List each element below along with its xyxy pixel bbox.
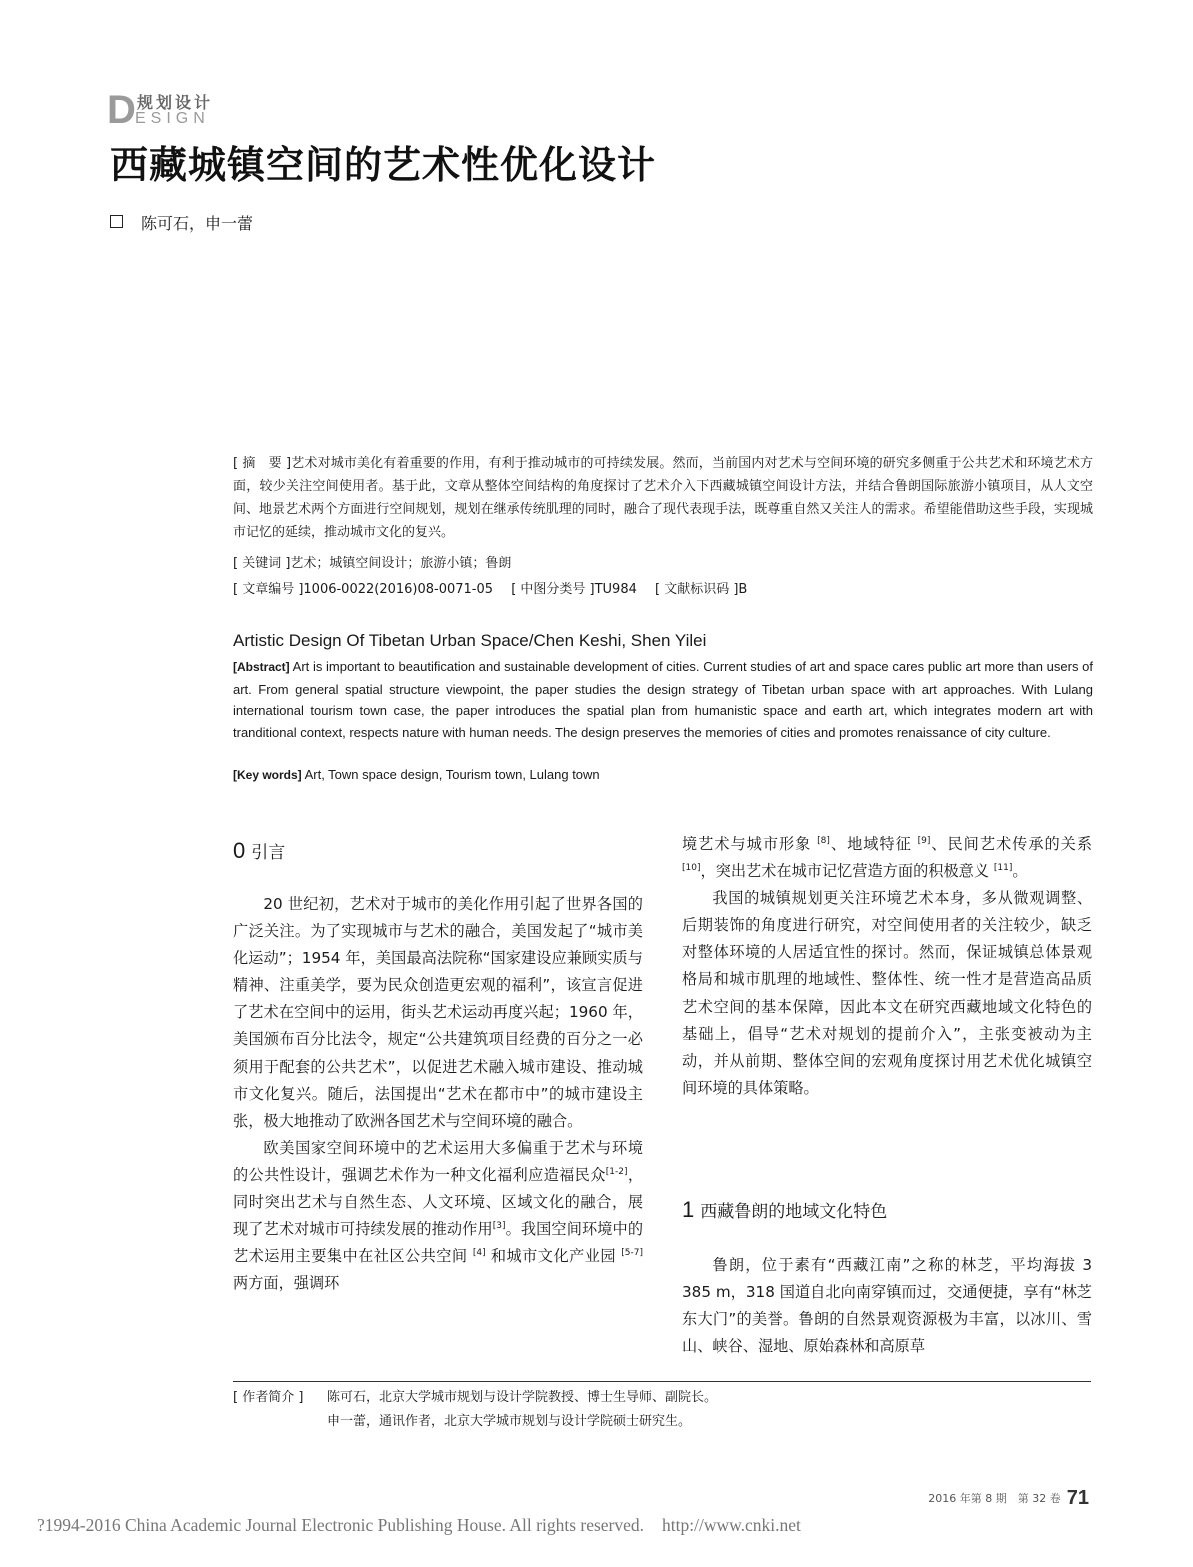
citation: [11] (993, 863, 1013, 874)
section-heading-0 (233, 836, 285, 868)
article-title: 西藏城镇空间的艺术性优化设计 (110, 143, 657, 187)
classification-number: [ 中图分类号 ]TU984 (511, 582, 637, 597)
section-title: 引言 (251, 843, 286, 863)
paragraph: 鲁朗，位于素有“西藏江南”之称的林芝，平均海拔 3 385 m，318 国道自北向南穿镇而过，交通便捷，享有“林芝东大门”的美誉。鲁朗的自然景观资源极为丰富，以冰川、雪山、峡谷、湿地、原始森林和高原草 (682, 1256, 1092, 1356)
paragraph-continuation: 境艺术与城市形象 [8]、地域特征 [9]、民间艺术传承的关系 [10]，突出艺术在城市记忆营造方面的积极意义 [11]。 (682, 835, 1093, 881)
keywords-text: 艺术；城镇空间设计；旅游小镇；鲁朗 (290, 556, 512, 571)
author-info-line: 申一蕾，通讯作者，北京大学城市规划与设计学院硕士研究生。 (327, 1414, 692, 1429)
paragraph: 欧美国家空间环境中的艺术运用大多偏重于艺术与环境的公共性设计，强调艺术作为一种文化福利应造福民众[1-2]，同时突出艺术与自然生态、人文环境、区域文化的融合，展现了艺术对城市可持续发展的推动作用[3]。我国空间环境中的艺术运用主要集中在社区公共空间 [4] 和城市文化产业园 [5-7] 两方面，强调环 (233, 1138, 644, 1293)
page-number: 71 (1066, 1487, 1089, 1509)
logo-letter: D (107, 88, 136, 132)
citation: [9] (917, 836, 931, 846)
authors: 陈可石，申一蕾 (141, 214, 254, 233)
section-number: 1 (682, 1197, 695, 1222)
body-column-right-top (682, 831, 1092, 1102)
body-column-right-bottom (682, 1252, 1092, 1360)
author-info (233, 1386, 1093, 1434)
article-number: [ 文章编号 ]1006-0022(2016)08-0071-05 (233, 582, 494, 597)
english-keywords (233, 764, 1093, 786)
authors-line (110, 212, 253, 236)
section-label: 规划设计 (137, 93, 214, 112)
footnote-divider (233, 1381, 1091, 1382)
chinese-keywords (233, 552, 1093, 575)
copyright-text: ?1994-2016 China Academic Journal Electronic Publishing House. All rights reserved. (37, 1515, 645, 1535)
author-info-label: [ 作者简介 ] (233, 1390, 304, 1405)
english-title: Artistic Design Of Tibetan Urban Space/Chen Keshi, Shen Yilei (233, 631, 707, 650)
english-abstract-text: Art is important to beautification and sustainable development of cities. Current studies of art and space cares public art more than users of art. From general spatial structure viewpoint, the paper studies the design strategy of Tibetan urban space with art approaches. With Lulang international tourism town case, the paper introduces the spatial plan from humanistic space and earth art, which integrates modern art with tranditional context, respects nature with human needs. The design preserves the memories of cities and promotes renaissance of city culture. (233, 659, 1093, 741)
copyright-url[interactable]: http://www.cnki.net (662, 1515, 801, 1535)
page-footer (928, 1487, 1089, 1510)
journal-section-logo (107, 88, 237, 132)
logo-suffix: ESIGN (135, 110, 210, 127)
citation: [10] (682, 863, 701, 874)
section-title: 西藏鲁朗的地域文化特色 (700, 1202, 888, 1222)
citation: [8] (817, 836, 830, 846)
citation: [5-7] (621, 1248, 644, 1259)
author-info-line: 陈可石，北京大学城市规划与设计学院教授、博士生导师、副院长。 (327, 1390, 718, 1405)
english-abstract-label: [Abstract] (233, 660, 290, 674)
keywords-label: [ 关键词 ] (233, 556, 291, 571)
citation: [4] (472, 1248, 486, 1259)
body-column-left (233, 891, 643, 1297)
paragraph: 我国的城镇规划更关注环境艺术本身，多从微观调整、后期装饰的角度进行研究，对空间使用者的关注较少，缺乏对整体环境的人居适宜性的探讨。然而，保证城镇总体景观格局和城市肌理的地域性、整体性、统一性才是营造高品质艺术空间的基本保障，因此本文在研究西藏地域文化特色的基础上，倡导“艺术对规划的提前介入”，主张变被动为主动，并从前期、整体空间的宏观角度探讨用艺术优化城镇空间环境的具体策略。 (682, 889, 1092, 1097)
citation: [1-2] (605, 1166, 628, 1177)
document-code: [ 文献标识码 ]B (655, 582, 748, 597)
issue-info: 2016 年第 8 期 第 32 卷 (928, 1492, 1061, 1505)
section-heading-1 (682, 1195, 887, 1227)
chinese-abstract (233, 452, 1093, 544)
paragraph: 20 世纪初，艺术对于城市的美化作用引起了世界各国的广泛关注。为了实现城市与艺术的融合，美国发起了“城市美化运动”；1954 年，美国最高法院称“国家建设应兼顾实质与精神、注重美学，要为民众创造更宏观的福利”，该宣言促进了艺术在空间中的运用，街头艺术运动再度兴起；1960 年，美国颁布百分比法令，规定“公共建筑项目经费的百分之一必须用于配套的公共艺术”，以促进艺术融入城市建设、推动城市文化复兴。随后，法国提出“艺术在都市中”的城市建设主张，极大地推动了欧洲各国艺术与空间环境的融合。 (233, 895, 643, 1130)
square-bullet-icon (110, 215, 123, 228)
section-number: 0 (233, 838, 246, 863)
english-abstract (233, 656, 1093, 744)
abstract-text: 艺术对城市美化有着重要的作用，有利于推动城市的可持续发展。然而，当前国内对艺术与空间环境的研究多侧重于公共艺术和环境艺术方面，较少关注空间使用者。基于此，文章从整体空间结构的角度探讨了艺术介入下西藏城镇空间设计方法，并结合鲁朗国际旅游小镇项目，从人文空间、地景艺术两个方面进行空间规划，规划在继承传统肌理的同时，融合了现代表现手法，既尊重自然又关注人的需求。希望能借助这些手段，实现城市记忆的延续，推动城市文化的复兴。 (233, 456, 1093, 540)
citation: [3] (492, 1221, 506, 1232)
article-identifiers (233, 578, 1093, 601)
english-keywords-label: [Key words] (233, 768, 302, 782)
copyright-notice (37, 1514, 801, 1536)
english-keywords-text: Art, Town space design, Tourism town, Lulang town (301, 767, 600, 782)
abstract-label: [ 摘 要 ] (233, 456, 292, 471)
